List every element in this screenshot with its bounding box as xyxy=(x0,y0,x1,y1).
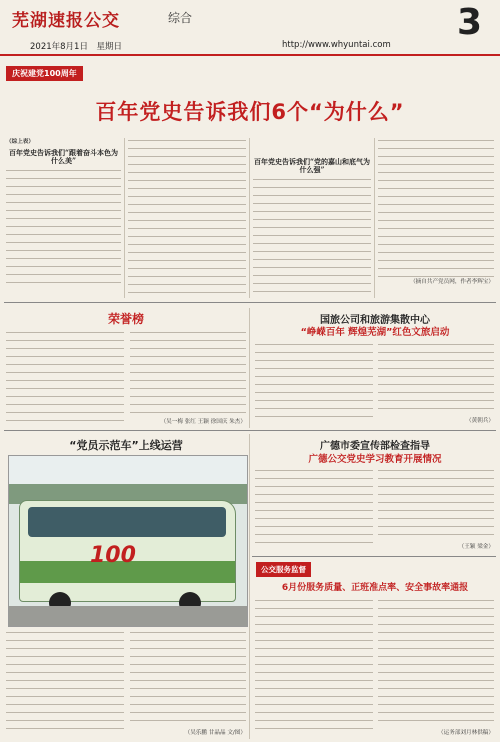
column-rule xyxy=(249,434,250,739)
column-rule xyxy=(249,138,250,298)
sky xyxy=(9,456,247,484)
safety-title: 6月份服务质量、正班准点率、安全事故率通报 xyxy=(281,583,469,593)
inspection-column-2 xyxy=(378,468,494,540)
honor-column-1 xyxy=(6,330,124,425)
inspection-title-2: 广德公交党史学习教育开展情况 xyxy=(308,454,442,465)
column-rule xyxy=(249,308,250,428)
honor-title: 荣誉榜 xyxy=(107,312,144,326)
honor-credit: （吴一梅 张红 王颖 徐国庆 朱杰） xyxy=(160,419,246,425)
bus-column-1 xyxy=(6,630,124,735)
inspection-title-1: 广德市委宣传部检查指导 xyxy=(320,441,430,452)
lead-column-1 xyxy=(6,138,121,298)
lead-column-2 xyxy=(128,138,246,298)
issue-date: 2021年8月1日 星期日 xyxy=(30,42,122,52)
red-route-title-2: “峥嵘百年 辉煌芜湖”红色文旅启动 xyxy=(300,327,450,338)
safety-column-2 xyxy=(378,598,494,724)
section-rule xyxy=(252,556,496,557)
red-route-column-1 xyxy=(255,342,373,422)
lead-body-1 xyxy=(6,168,121,288)
topic-tag: 庆祝建党100周年 xyxy=(6,66,83,81)
bus-photo xyxy=(8,455,248,627)
main-headline: 百年党史告诉我们6个“为什么” xyxy=(95,100,405,124)
bus-body xyxy=(19,500,236,602)
section-label: 综合 xyxy=(168,11,193,25)
masthead-title: 芜湖速报公交 xyxy=(12,11,120,31)
red-route-credit: （黄朝兵） xyxy=(466,418,494,424)
lead-column-4 xyxy=(378,138,494,298)
safety-column-1 xyxy=(255,598,373,734)
page-number: 3 xyxy=(456,2,482,43)
bus-column-2 xyxy=(130,630,246,726)
bus-credit: （吴乐鹏 甘晶晶 文/图） xyxy=(184,730,246,736)
lead-subhead-1: 百年党史告诉我们“跟着奋斗本色为什么美” xyxy=(8,148,119,165)
lead-subhead-2: 百年党史告诉我们“党的嘉山和底气为什么强” xyxy=(253,157,371,174)
bus-100-logo: 100 xyxy=(90,543,136,568)
red-route-column-2 xyxy=(378,342,494,414)
section-rule xyxy=(4,430,496,431)
lead-body-3 xyxy=(253,177,371,298)
safety-credit: （运务部刘月林供稿） xyxy=(438,730,494,736)
masthead-rule xyxy=(0,54,500,56)
inspection-credit: （王颖 梁金） xyxy=(458,544,494,550)
bus-story-title: “党员示范车”上线运营 xyxy=(69,439,183,452)
column-rule xyxy=(124,138,125,298)
section-rule xyxy=(4,302,496,303)
lead-credit: （摘自共产党员网，作者李辉宝） xyxy=(410,279,494,285)
safety-tag: 公交服务监督 xyxy=(256,562,311,577)
bus-windows xyxy=(28,507,226,537)
inspection-column-1 xyxy=(255,468,373,548)
road xyxy=(9,606,247,626)
red-route-title-1: 国旅公司和旅游集散中心 xyxy=(320,315,430,326)
site-url[interactable]: http://www.whyuntai.com xyxy=(282,40,391,50)
lead-column-3 xyxy=(253,138,371,298)
honor-column-2 xyxy=(130,330,246,415)
lead-source: （综上表） xyxy=(6,139,34,145)
lead-body-4 xyxy=(378,138,494,278)
column-rule xyxy=(374,138,375,298)
